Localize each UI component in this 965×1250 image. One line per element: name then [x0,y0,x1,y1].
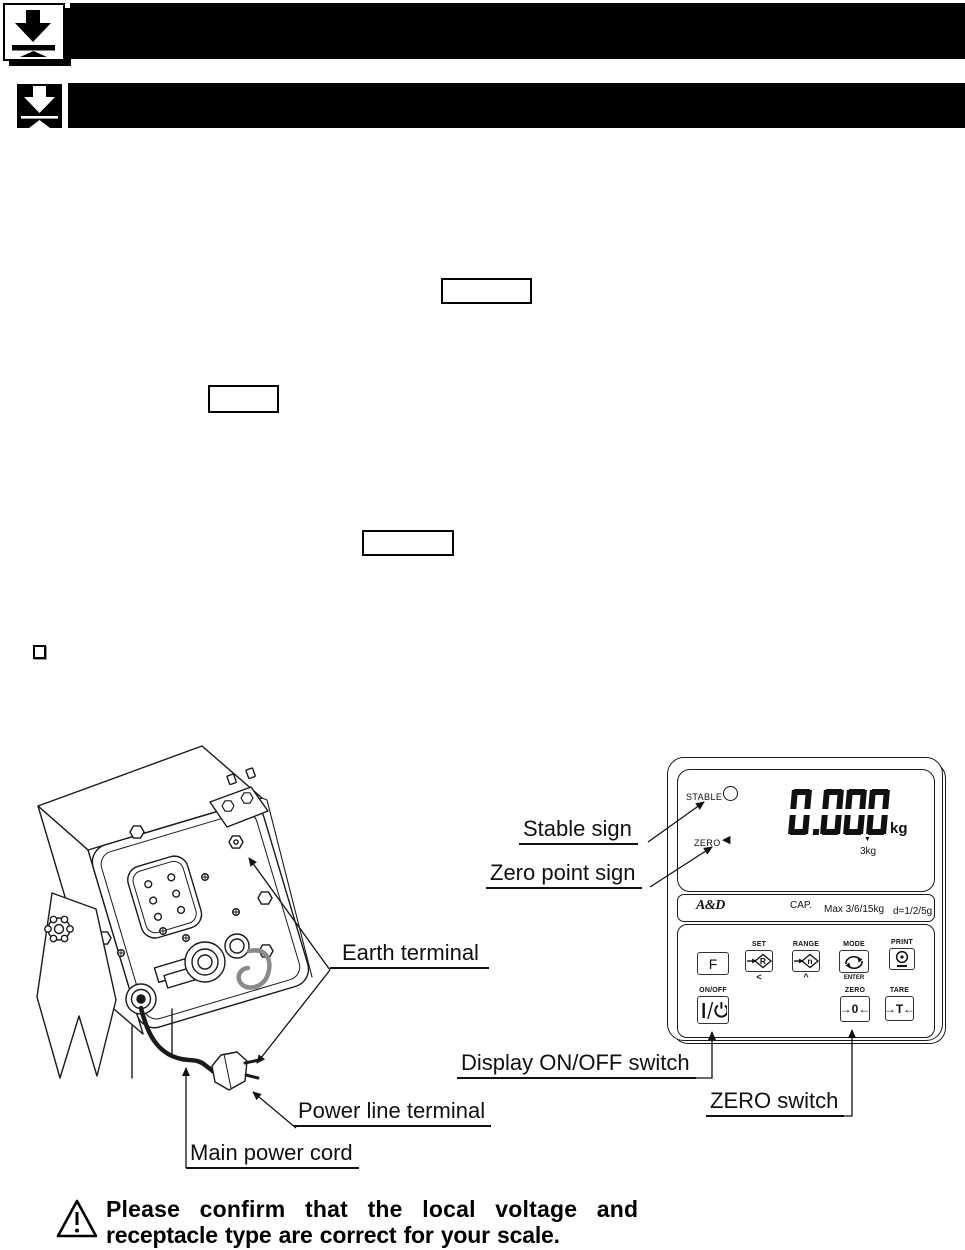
set-key-letter: R [759,956,767,966]
power-plug [212,1052,259,1090]
indicator-box-body [38,746,313,1034]
warning-line-1: Please confirm that the local voltage and [106,1196,639,1222]
weight-display-window [677,769,935,892]
tare-key-label: TARE [889,987,910,994]
key-name-box-3 [362,530,454,556]
mounting-bracket [37,893,116,1078]
rear-view-drawing [25,735,355,1115]
range-key-letter: n [807,956,813,966]
mode-key-label: MODE [843,941,865,948]
f-key: F [697,952,729,975]
main-power-cord-line [141,1008,214,1072]
callout-zero-switch: ZERO switch [706,1089,844,1117]
keypad [677,924,935,1038]
range-pointer-icon: ▼ [864,836,871,843]
mode-key [839,950,869,973]
callout-stable-sign: Stable sign [519,817,638,845]
range-key-sub: ^ [803,972,809,982]
warning-triangle-icon [55,1198,99,1240]
set-key [745,950,773,972]
capacity-value: Max 3/6/15kg [824,904,885,915]
cap-label: CAP. [790,900,813,911]
print-key-label: PRINT [891,939,913,946]
zero-key: →0← [840,996,870,1022]
range-key-label: RANGE [792,941,820,948]
warning-text [106,1196,718,1248]
zero-label: ZERO [694,838,721,848]
key-name-box-1 [441,278,532,304]
section-header-bar-1 [70,3,965,59]
place-on-surface-icon-inverse [17,84,62,128]
capacity-strip [677,894,935,922]
power-icon [699,1000,727,1021]
unit-label: kg [890,820,908,837]
key-name-box-2 [208,385,279,413]
callout-display-on-off-switch: Display ON/OFF switch [457,1051,696,1079]
callout-earth-terminal: Earth terminal [330,941,489,969]
print-key [889,948,915,970]
callout-power-line-terminal: Power line terminal [294,1099,491,1127]
weight-display-digits [790,789,888,835]
cable-glands [126,934,249,1014]
zero-key-label: ZERO [844,987,866,994]
stable-sign-lamp [723,786,738,801]
section-header-bar-2 [68,83,965,128]
warning-line-2: receptacle type are correct for your scale. [106,1222,560,1248]
earth-terminal-assembly [210,768,268,848]
display-onoff-key [697,996,729,1024]
square-bullet [33,645,46,659]
set-key-sub: < [756,972,762,982]
stable-label: STABLE [686,792,723,802]
onoff-key-label: ON/OFF [699,987,727,994]
indicator-panel [667,757,943,1041]
mode-key-sub: ENTER [843,975,865,981]
brand-logo: A&D [696,898,725,913]
place-on-surface-icon [3,3,65,61]
division-value: d=1/2/5g [893,906,933,917]
set-key-label: SET [751,941,767,948]
zero-point-mark: ◀ [722,834,731,846]
tare-key: →T← [885,996,914,1021]
range-value: 3kg [860,846,877,857]
range-key [792,950,820,972]
earth-wire-hook [239,950,270,987]
panel-bolts [97,826,273,957]
callout-main-power-cord: Main power cord [186,1141,359,1169]
callout-zero-point-sign: Zero point sign [486,861,642,889]
